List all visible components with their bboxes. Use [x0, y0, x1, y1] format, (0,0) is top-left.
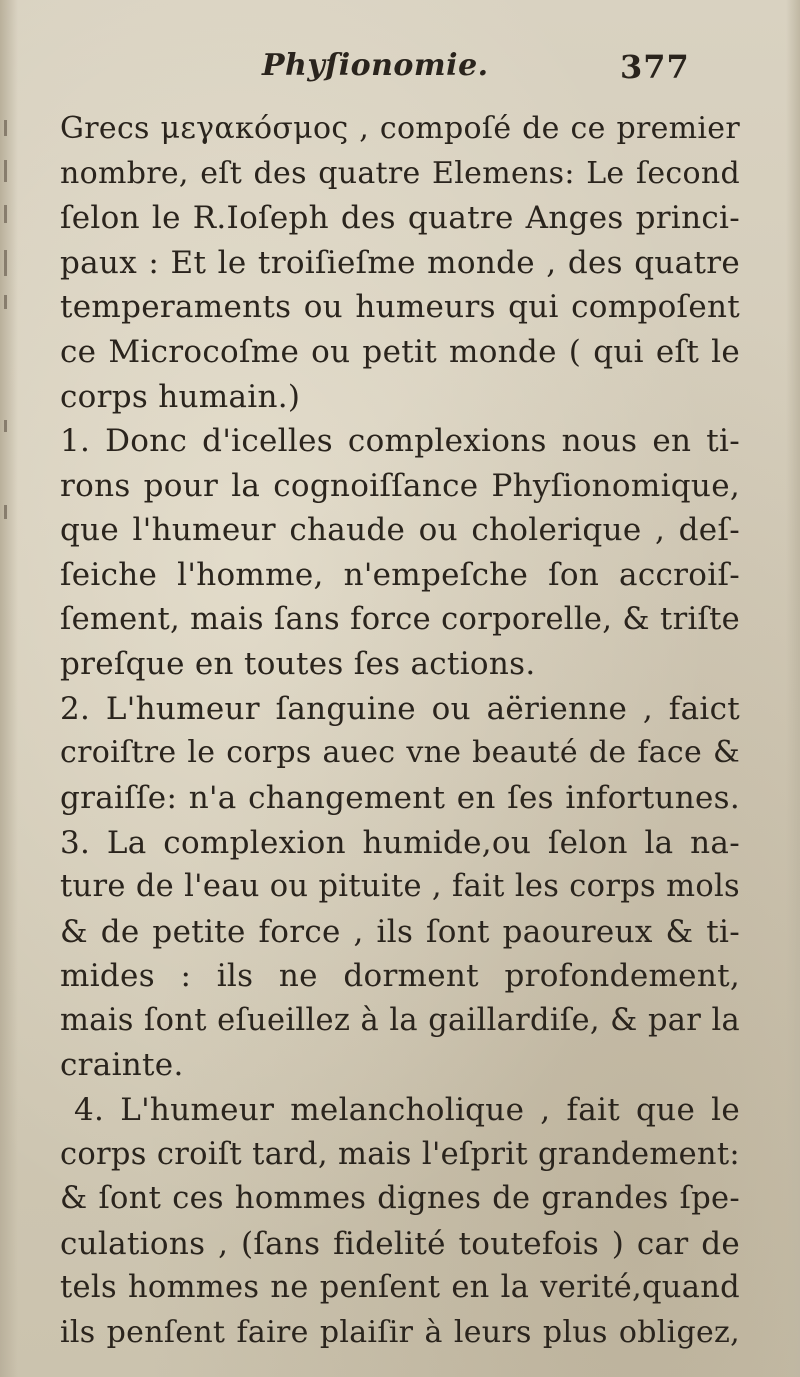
text-line: preſque en toutes ſes actions.: [60, 646, 536, 683]
edge-mark: [4, 505, 7, 519]
page-number: 377: [620, 48, 690, 86]
edge-mark: [4, 420, 7, 432]
text-line: culations , (ſans fidelité toutefois ) car de: [60, 1225, 740, 1262]
text-line: 3. La complexion humide,ou ſelon la na-: [60, 824, 740, 861]
text-line: que l'humeur chaude ou cholerique , deſ-: [60, 512, 740, 549]
text-line: 2. L'humeur ſanguine ou aërienne , faict: [60, 690, 740, 727]
text-line: ſeiche l'homme, n'empeſche ſon accroiſ-: [60, 556, 740, 593]
text-line: ture de l'eau ou pituite , fait les corps mols: [60, 869, 740, 905]
text-line: Grecs μεγακόσμος , compoſé de ce premier: [60, 111, 740, 146]
edge-mark: [4, 250, 7, 276]
text-line: corps croiſt tard, mais l'eſprit grandement:: [60, 1136, 740, 1172]
text-line: crainte.: [60, 1047, 184, 1084]
page-header: [0, 48, 800, 108]
text-line: paux : Et le troiſieſme monde , des quatre: [60, 244, 740, 281]
text-line: ils penſent faire plaiſir à leurs plus obligez,: [60, 1315, 740, 1351]
text-line: graiſſe: n'a changement en ſes infortunes.: [60, 779, 740, 816]
text-line: rons pour la cognoiſſance Phyſionomique,: [60, 467, 740, 504]
text-line: temperaments ou humeurs qui compoſent: [60, 289, 740, 326]
page-right-edge: [786, 0, 800, 1377]
text-line: ſelon le R.Ioſeph des quatre Anges princi-: [60, 200, 740, 237]
text-line: ce Microcoſme ou petit monde ( qui eſt le: [60, 333, 740, 370]
text-line: tels hommes ne penſent en la verité,quand: [60, 1270, 740, 1306]
page-left-edge: [0, 0, 18, 1377]
text-line: ſement, mais ſans force corporelle, & triſte: [60, 601, 740, 637]
edge-mark: [4, 295, 7, 309]
text-line: corps humain.): [60, 378, 301, 415]
text-line: croiſtre le corps auec vne beauté de face &: [60, 735, 740, 771]
edge-mark: [4, 120, 7, 136]
text-line: & de petite force , ils ſont paoureux & ti-: [60, 913, 740, 950]
text-line: mais ſont eſueillez à la gaillardiſe, & par la: [60, 1002, 740, 1038]
running-title: Phyſionomie.: [262, 48, 489, 83]
text-line: mides : ils ne dorment profondement,: [60, 958, 740, 995]
edge-mark: [4, 205, 7, 223]
text-line: nombre, eſt des quatre Elemens: Le ſecond: [60, 155, 740, 191]
body-text: [60, 107, 740, 1356]
text-line: & ſont ces hommes dignes de grandes ſpe-: [60, 1181, 740, 1217]
edge-mark: [4, 160, 7, 182]
text-line: 1. Donc d'icelles complexions nous en ti-: [60, 423, 740, 460]
text-line: 4. L'humeur melancholique , fait que le: [74, 1092, 740, 1129]
